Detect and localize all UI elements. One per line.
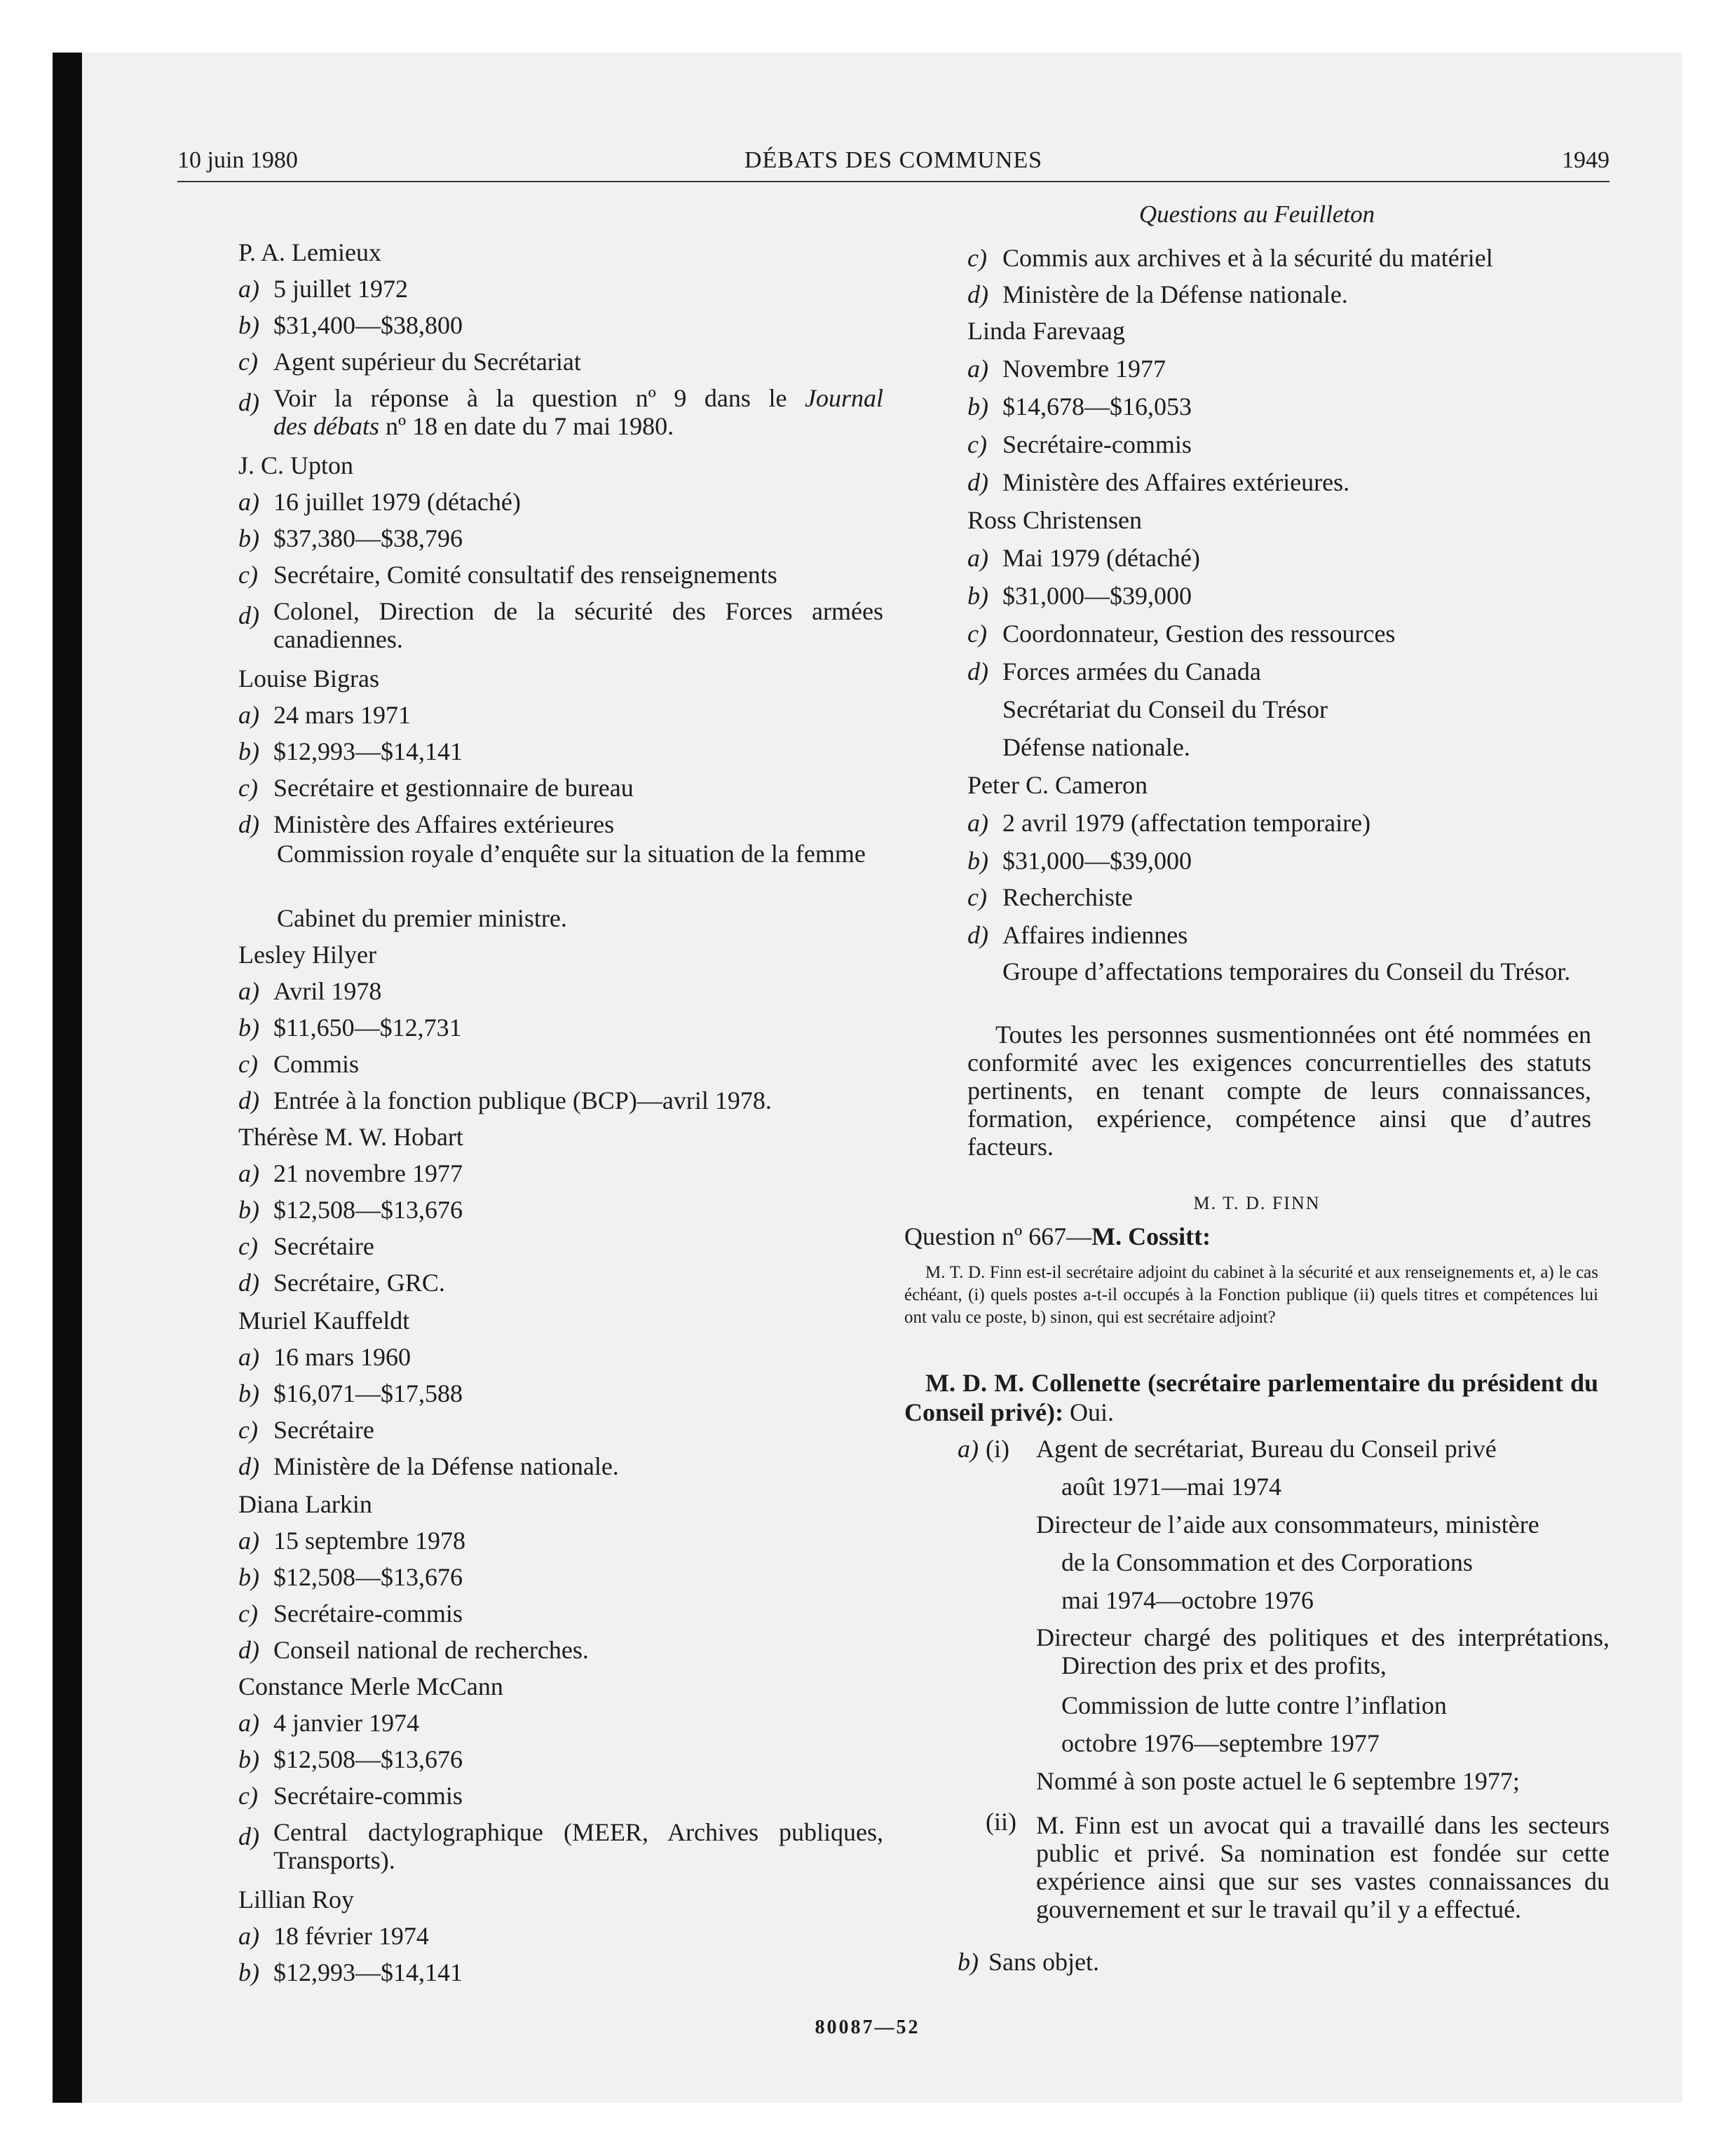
answer-i-label: (i) <box>986 1435 1009 1463</box>
employee-name: Louise Bigras <box>238 664 379 692</box>
employee-name: Diana Larkin <box>238 1490 372 1518</box>
subject-heading: M. T. D. FINN <box>1193 1193 1321 1213</box>
answer-intro: M. D. M. Collenette (secrétaire parlementaire du président du Conseil privé): Oui. <box>904 1369 1598 1426</box>
answer-i-line: août 1971—mai 1974 <box>1061 1473 1281 1501</box>
item-d-continuation: Cabinet du premier ministre. <box>277 904 567 932</box>
answer-i-line: mai 1974—octobre 1976 <box>1061 1586 1314 1614</box>
answer-ii-label: (ii) <box>986 1808 1016 1836</box>
employee-name: Ross Christensen <box>967 506 1143 534</box>
employee-name: Peter C. Cameron <box>967 771 1148 799</box>
employee-name: P. A. Lemieux <box>238 238 381 266</box>
employee-name: Thérèse M. W. Hobart <box>238 1123 463 1151</box>
answer-i-line: de la Consommation et des Corporations <box>1061 1548 1473 1576</box>
employee-name: Constance Merle McCann <box>238 1672 503 1700</box>
item-d-continuation: Commission royale d’enquête sur la situation de la femme <box>277 840 866 868</box>
question-line: Question nº 667—M. Cossitt: <box>904 1222 1211 1250</box>
header-journal-title: DÉBATS DES COMMUNES <box>744 147 1043 173</box>
answer-i-line: Directeur de l’aide aux consommateurs, ministère <box>1036 1510 1539 1538</box>
employee-name: Lillian Roy <box>238 1885 354 1913</box>
closing-paragraph: Toutes les personnes susmentionnées ont été nommées en conformité avec les exigences concurrentielles des statuts pertinents, en tenant compte de leurs connaissances, formation, expérience, compétence ainsi que d’autres facteurs. <box>967 1021 1591 1161</box>
answer-i-line: Commission de lutte contre l’inflation <box>1061 1691 1447 1719</box>
scan-border <box>53 53 82 2103</box>
answer-a-label: a) <box>958 1435 979 1463</box>
header-page-number: 1949 <box>1562 147 1610 173</box>
item-d-continuation: Secrétariat du Conseil du Trésor <box>1002 695 1328 723</box>
answer-i-line: Nommé à son poste actuel le 6 septembre 1977; <box>1036 1767 1520 1795</box>
page-header <box>177 147 1610 182</box>
answer-i-line: octobre 1976—septembre 1977 <box>1061 1729 1380 1757</box>
answer-i-line: Directeur chargé des politiques et des interprétations, Direction des prix et des profits, <box>1036 1623 1610 1679</box>
item-d-continuation: Groupe d’affectations temporaires du Conseil du Trésor. <box>1002 957 1571 985</box>
answer-i-line: Agent de secrétariat, Bureau du Conseil privé <box>1036 1435 1497 1463</box>
section-title: Questions au Feuilleton <box>1138 200 1375 228</box>
item-d-continuation: Défense nationale. <box>1002 733 1190 761</box>
employee-name: Muriel Kauffeldt <box>238 1306 410 1335</box>
answer-ii-text: M. Finn est un avocat qui a travaillé dans les secteurs public et privé. Sa nomination est fondée sur cette expérience ainsi que sur ses vastes connaissances du gouvernement et sur le travail qu’il y a effectué. <box>1036 1811 1610 1923</box>
answer-b-label: b) <box>958 1948 979 1976</box>
employee-name: Linda Farevaag <box>967 317 1125 345</box>
employee-name: Lesley Hilyer <box>238 941 376 969</box>
header-date: 10 juin 1980 <box>177 147 298 173</box>
employee-name: J. C. Upton <box>238 451 354 479</box>
page-footer-code: 80087—52 <box>815 2017 920 2038</box>
question-text: M. T. D. Finn est-il secrétaire adjoint du cabinet à la sécurité et aux renseignements et, a) le cas échéant, (i) quels postes a-t-il occupés à la Fonction publique (ii) quels titres et compétences lui ont valu ce poste, b) sinon, qui est secrétaire adjoint? <box>904 1263 1598 1327</box>
answer-b-text: Sans objet. <box>988 1948 1099 1976</box>
